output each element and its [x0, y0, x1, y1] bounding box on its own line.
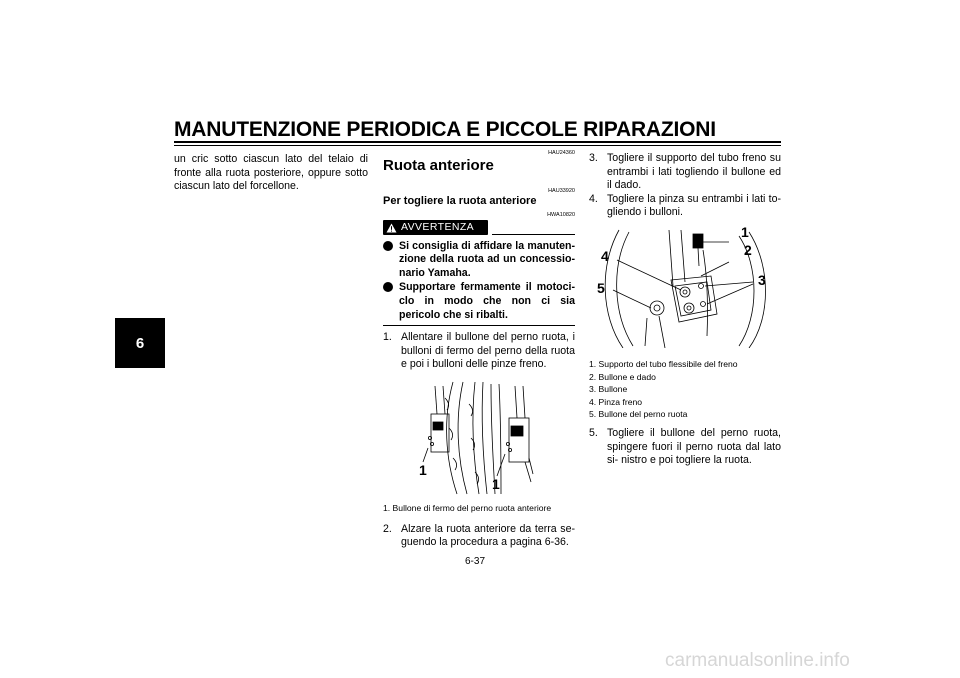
section-title: Ruota anteriore: [383, 157, 494, 174]
column-1: [174, 153, 368, 194]
figure-callout-1: 1: [741, 223, 749, 240]
step-2: 2. Alzare la ruota anteriore da terra se- guendo la procedura a pagina 6-36.: [383, 522, 575, 549]
caption-item: 5. Bullone del perno ruota: [589, 409, 688, 420]
warning-label: AVVERTENZA: [401, 220, 475, 233]
figure-callout-4: 4: [601, 247, 609, 264]
caption-item: 4. Pinza freno: [589, 396, 643, 407]
caption-item: 1. Supporto del tubo flessibile del freno: [589, 358, 738, 369]
figure-1-caption: 1. Bullone di fermo del perno ruota anteriore: [383, 502, 552, 513]
subsection-code: HAU33920: [548, 188, 575, 194]
step-3: 3. Togliere il supporto del tubo freno su entrambi i lati togliendo il bullone ed il dado.: [589, 152, 781, 192]
figure-front-fork: [383, 378, 575, 496]
figure-brake-caliper: [589, 223, 781, 348]
figure-callout-5: 5: [597, 279, 605, 296]
chapter-tab: 6: [115, 318, 165, 368]
warning-bullets: [383, 240, 575, 323]
bullet-dot-icon: [383, 241, 393, 251]
front-fork-illustration: [383, 378, 575, 496]
step-1: 1. Allentare il bullone del perno ruota, i bulloni di fermo del perno della ruota e poi i bulloni delle pinze freno.: [383, 331, 575, 371]
warning-bottom-rule: [383, 325, 575, 326]
warning-code: HWA10820: [547, 211, 575, 218]
section-code: HAU24360: [548, 150, 575, 156]
figure-callout-1-left: 1: [419, 461, 427, 478]
figure-callout-1-right: 1: [492, 475, 500, 492]
page-title: MANUTENZIONE PERIODICA E PICCOLE RIPARAZIONI: [174, 118, 716, 141]
warning-top-rule: [492, 234, 575, 235]
intro-paragraph: un cric sotto ciascun lato del telaio di fronte alla ruota posteriore, oppure sotto ciascun lato del forcellone.: [174, 153, 368, 193]
watermark: carmanualsonline.info: [665, 650, 850, 671]
page-number: 6-37: [465, 556, 486, 567]
bullet-dot-icon: [383, 282, 393, 292]
warning-badge: [383, 220, 488, 235]
figure-callout-3: 3: [758, 271, 766, 288]
warning-bullet: Si consiglia di affidare la manuten- zione della ruota ad un concessio- nario Yamaha.: [383, 240, 575, 281]
figure-2-captions: [589, 358, 781, 421]
header-rule-thick: [174, 141, 781, 143]
subsection-title: Per togliere la ruota anteriore: [383, 195, 537, 207]
warning-header: [383, 220, 575, 236]
header-rule-thin: [174, 145, 781, 146]
caption-item: 3. Bullone: [589, 384, 628, 395]
column-2: [383, 150, 575, 550]
warning-bullet: Supportare fermamente il motoci- clo in modo che non ci sia pericolo che si ribalti.: [383, 281, 575, 322]
step-5: 5. Togliere il bullone del perno ruota, spingere fuori il perno ruota dal lato si- nistro e poi togliere la ruota.: [589, 426, 781, 467]
brake-caliper-illustration: [589, 223, 781, 348]
warning-triangle-icon: [386, 223, 397, 233]
column-3: [589, 152, 781, 468]
step-4: 4. Togliere la pinza su entrambi i lati to- gliendo i bulloni.: [589, 192, 781, 219]
figure-callout-2: 2: [744, 241, 752, 258]
caption-item: 2. Bullone e dado: [589, 371, 656, 382]
